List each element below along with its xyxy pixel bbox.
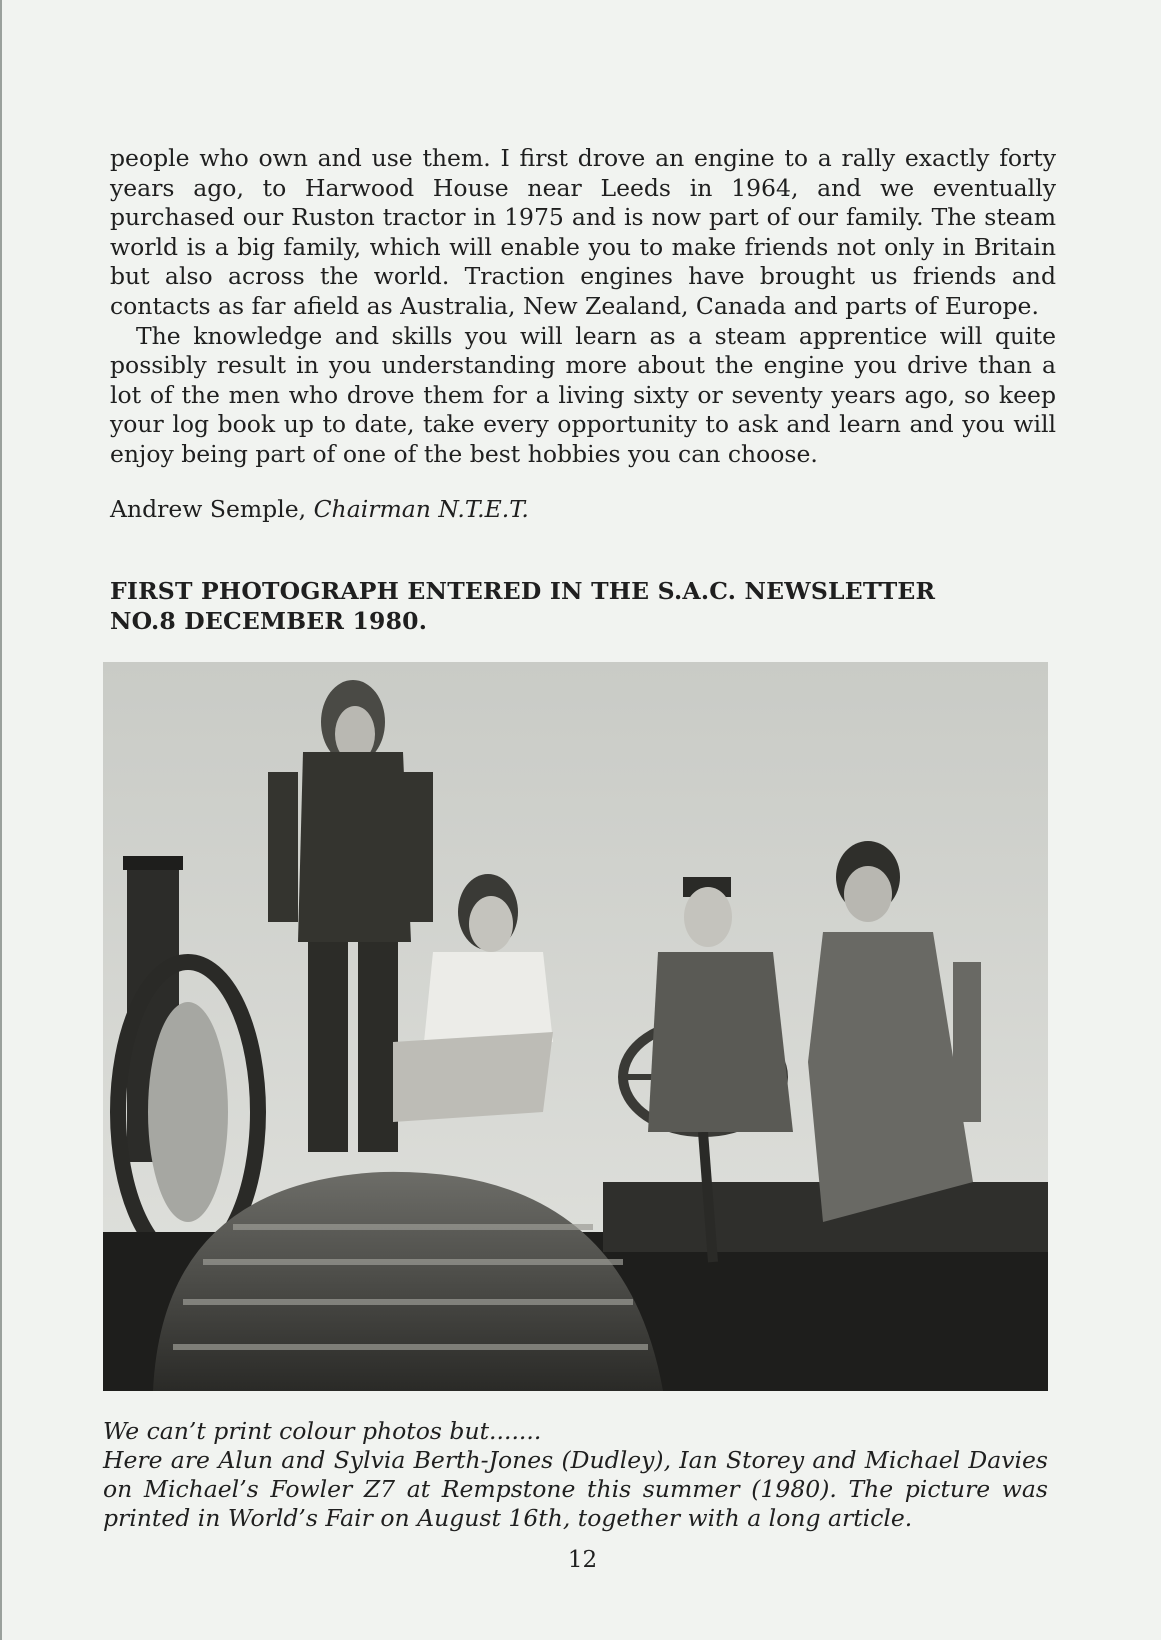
steam-engine-photograph [103, 662, 1048, 1391]
page-number: 12 [567, 1547, 598, 1573]
signature-title: Chairman N.T.E.T. [313, 495, 529, 523]
section-heading-line: NO.8 DECEMBER 1980. [110, 607, 428, 635]
signature-name: Andrew Semple, [110, 495, 314, 523]
photograph-illustration [103, 662, 1048, 1391]
article-body [110, 144, 1056, 470]
section-heading-line: FIRST PHOTOGRAPH ENTERED IN THE S.A.C. NEWSLETTER [110, 577, 936, 605]
caption-text: Here are Alun and Sylvia Berth-Jones (Dudley), Ian Storey and Michael Davies on Michael’s Fowler Z7 at Rempstone this summer (1980). The picture was printed in World’s Fair on August 16th, together with a long article. [103, 1446, 1048, 1532]
section-heading [110, 576, 1010, 636]
article-paragraph: people who own and use them. I first drove an engine to a rally exactly forty years ago, to Harwood House near Leeds in 1964, and we eventually purchased our Ruston tractor in 1975 and is now part of our family. The steam world is a big family, which will enable you to make friends not only in Britain but also across the world. Traction engines have brought us friends and contacts as far afield as Australia, New Zealand, Canada and parts of Europe. [110, 144, 1056, 320]
photo-caption [103, 1417, 1048, 1533]
article-paragraph: The knowledge and skills you will learn as a steam apprentice will quite possibly result in you understanding more about the engine you drive than a lot of the men who drove them for a living sixty or seventy years ago, so keep your log book up to date, take every opportunity to ask and learn and you will enjoy being part of one of the best hobbies you can choose. [110, 321, 1056, 468]
article-signature [110, 494, 529, 524]
caption-line: We can’t print colour photos but....... [103, 1417, 542, 1445]
